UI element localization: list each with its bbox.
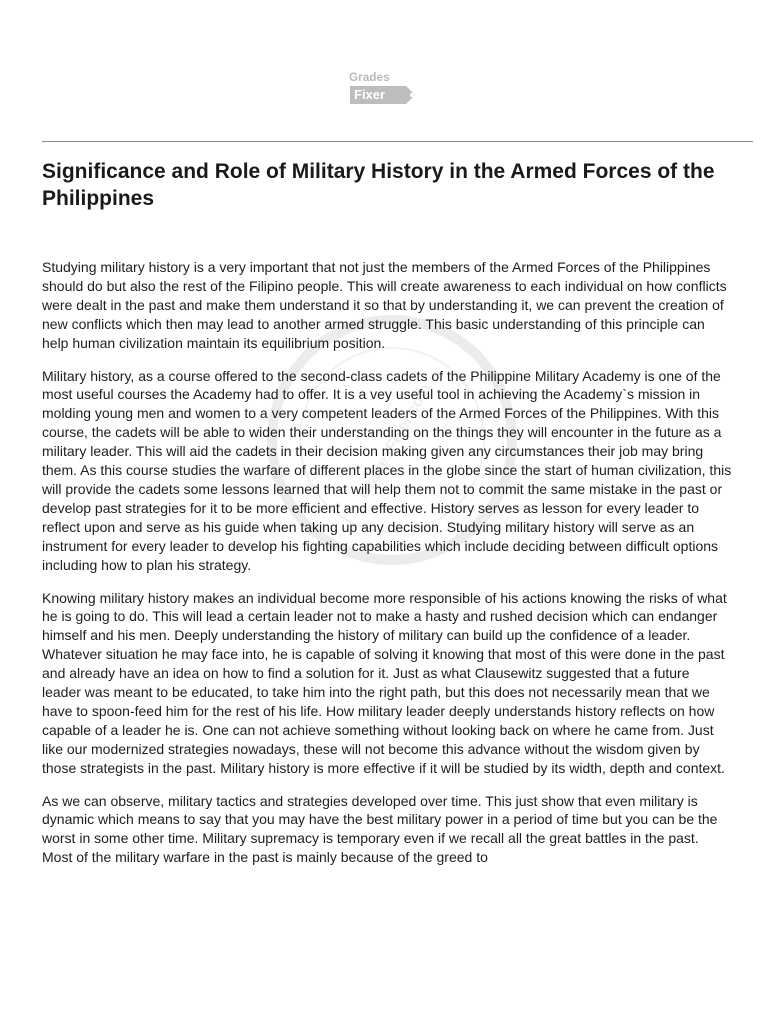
logo-text-fixer: Fixer <box>350 86 406 104</box>
paragraph: Military history, as a course offered to the second-class cadets of the Philippine Military Academy is one of the most useful courses the Academy had to offer. It is a vey useful tool in achieving the Academy`s mission in molding young men and women to a very competent leaders of the Armed Forces of the Philippines. With this course, the cadets will be able to widen their understanding on the things they will encounter in the future as a military leader. This will aid the cadets in their decision making given any circumstances their job may bring them. As this course studies the warfare of different places in the globe since the start of human civilization, this will provide the cadets some lessons learned that will help them not to commit the same mistake in the past or develop past strategies for it to be more efficient and effective. History serves as lesson for every leader to reflect upon and serve as his guide when taking up any decision. Studying military history will serve as an instrument for every leader to develop his fighting capabilities which include deciding between difficult options including how to plan his strategy. <box>42 367 732 573</box>
watermark-text: GradesFixer.com <box>355 381 435 503</box>
document-title: Significance and Role of Military History in the Armed Forces of the Philippines <box>42 160 715 210</box>
paragraph: Knowing military history makes an individual become more responsible of his actions knowing the risks of what he is going to do. This will lead a certain leader not to make a hasty and rushed decision which can endanger himself and his men. Deeply understanding the history of military can build up the confidence of a leader. Whatever situation he may face into, he is capable of solving it knowing that most of this were done in the past and already have an idea on how to find a solution for it. Just as what Clausewitz suggested that a future leader was meant to be educated, to take him into the right path, but this does not necessarily mean that we have to spoon-feed him for the rest of his life. How military leader deeply understands history reflects on how capable of a leader he is. One can not achieve something without looking back on where he came from. Just like our modernized strategies nowadays, these will not become this advance without the wisdom given by those strategists in the past. Military history is more effective if it will be studied by its width, depth and context. <box>42 589 727 776</box>
paragraph: Studying military history is a very important that not just the members of the Armed Forces of the Philippines should do but also the rest of the Filipino people. This will create awareness to each individual on how conflicts were dealt in the past and make them understand it so that by understanding it, we can prevent the creation of new conflicts which then may lead to another armed struggle. This basic understanding of this principle can help human civilization maintain its equilibrium position. <box>42 259 727 351</box>
paragraph: As we can observe, military tactics and strategies developed over time. This just show that even military is dynamic which means to say that you may have the best military power in a period of time but you can be the worst in some other time. Military supremacy is temporary even if we recall all the great battles in the past. Most of the military warfare in the past is mainly because of the greed to <box>42 792 718 866</box>
gradesfixer-logo[interactable] <box>349 72 421 106</box>
header-divider <box>42 141 753 142</box>
logo-dot-icon <box>410 93 414 97</box>
document-body <box>42 258 732 881</box>
logo-text-grades: Grades <box>349 72 390 84</box>
